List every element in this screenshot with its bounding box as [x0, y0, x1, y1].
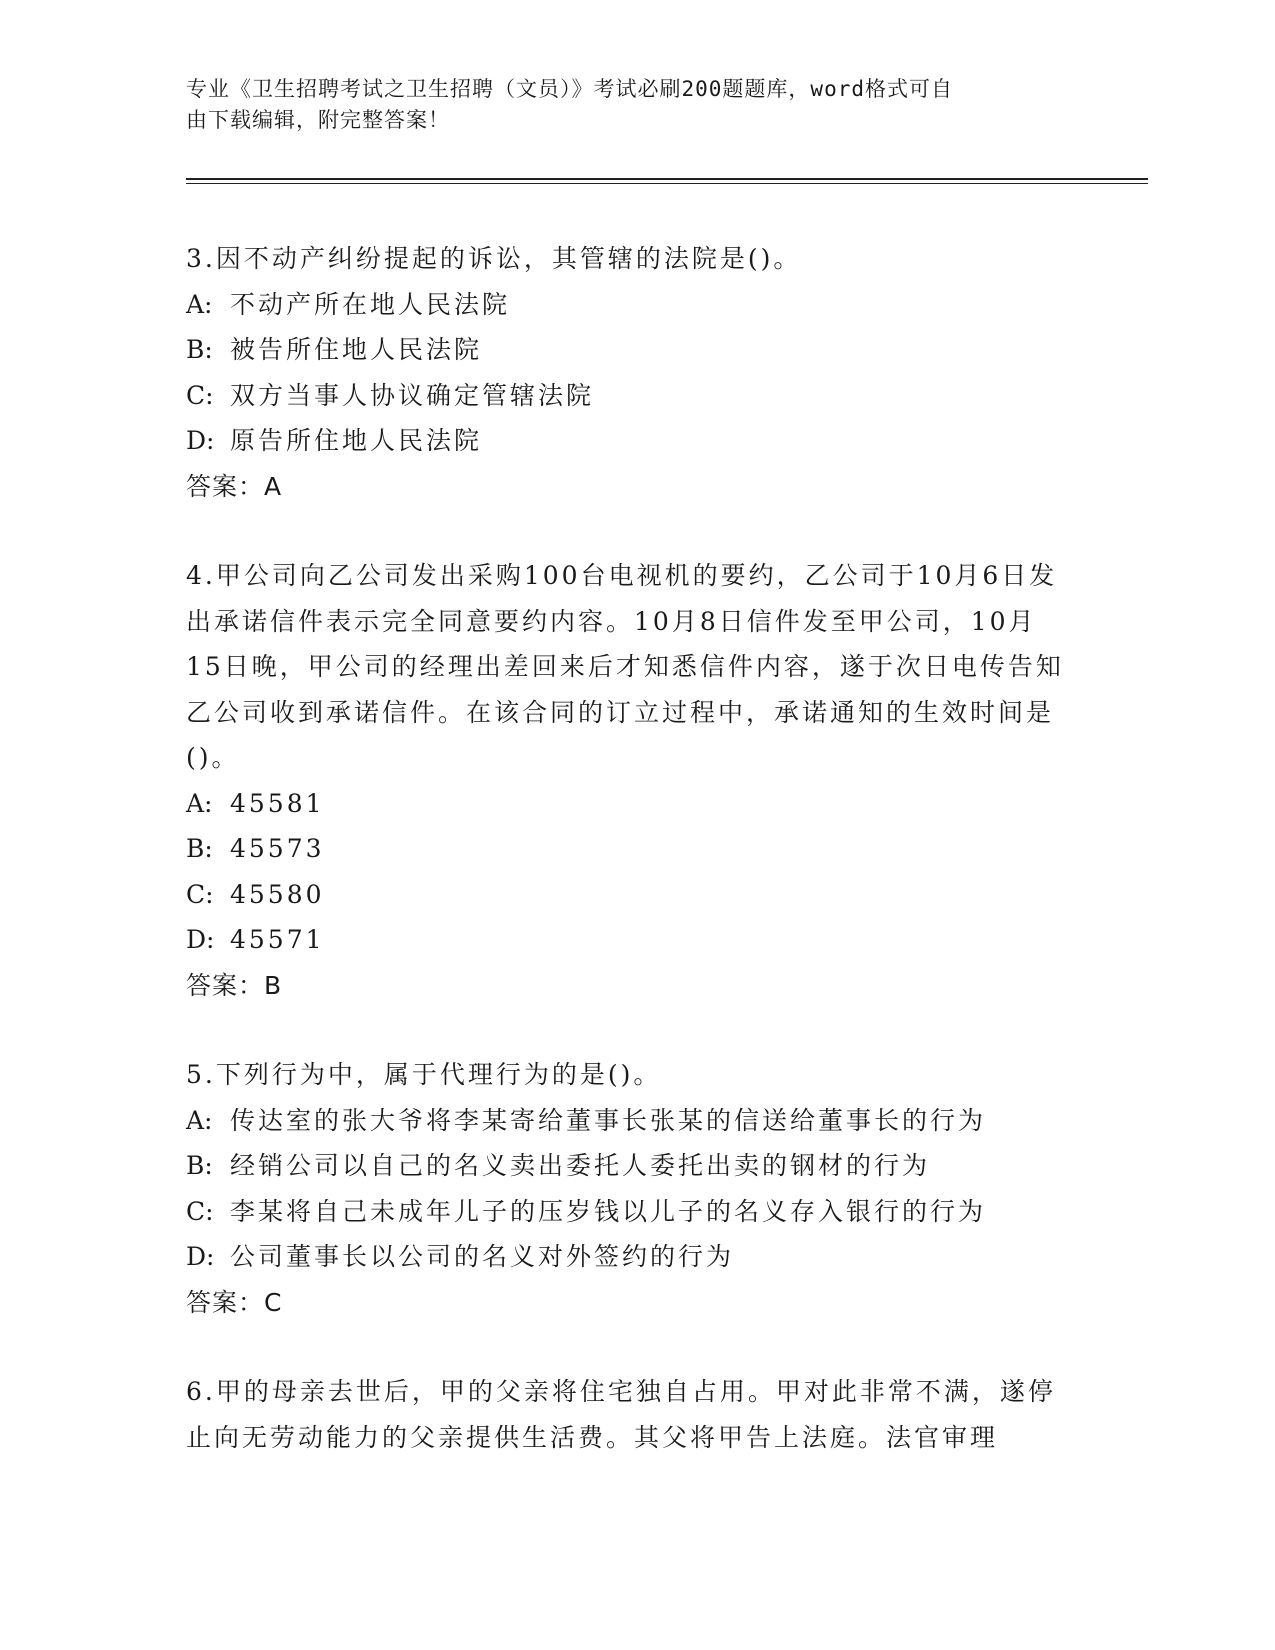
- option-c: [186, 872, 1066, 918]
- question-stem: 3.因不动产纠纷提起的诉讼，其管辖的法院是()。: [186, 244, 802, 273]
- option-letter: C:: [186, 380, 214, 410]
- option-letter: D:: [186, 925, 215, 954]
- option-text: 45571: [230, 925, 325, 954]
- question-stem: 5.下列行为中，属于代理行为的是()。: [186, 1060, 662, 1089]
- question-list: [186, 236, 1066, 1504]
- option-c: [186, 373, 1066, 419]
- option-letter: B:: [186, 335, 213, 364]
- question-stem: 6.甲的母亲去世后，甲的父亲将住宅独自占用。甲对此非常不满，遂停止向无劳动能力的父亲提供生活费。其父将甲告上法庭。法官审理: [186, 1377, 1056, 1452]
- option-letter: B:: [186, 834, 213, 863]
- option-text: 公司董事长以公司的名义对外签约的行为: [230, 1242, 735, 1271]
- option-b: [186, 826, 1066, 872]
- option-letter: D:: [186, 426, 215, 455]
- option-d: [186, 418, 1066, 464]
- option-letter: B:: [186, 1151, 213, 1180]
- option-b: [186, 327, 1066, 373]
- header-line-1: 专业《卫生招聘考试之卫生招聘（文员）》考试必刷200题题库，word格式可自: [186, 77, 953, 101]
- option-letter: C:: [186, 879, 214, 909]
- option-c: [186, 1189, 1066, 1235]
- option-text: 45580: [230, 879, 325, 909]
- header-divider-thin: [186, 183, 1148, 184]
- option-letter: A:: [186, 1105, 213, 1135]
- option-text: 李某将自己未成年儿子的压岁钱以儿子的名义存入银行的行为: [230, 1196, 987, 1226]
- option-a: [186, 781, 1066, 827]
- option-letter: D:: [186, 1242, 215, 1271]
- option-d: [186, 917, 1066, 963]
- option-d: [186, 1234, 1066, 1280]
- option-letter: C:: [186, 1196, 214, 1226]
- option-a: [186, 282, 1066, 328]
- header-line-2: 由下载编辑，附完整答案！: [186, 108, 450, 132]
- answer-line: 答案：A: [186, 471, 283, 501]
- option-text: 经销公司以自己的名义卖出委托人委托出卖的钢材的行为: [230, 1151, 931, 1180]
- answer-line: 答案：B: [186, 970, 283, 1000]
- option-text: 45573: [230, 834, 325, 863]
- option-text: 传达室的张大爷将李某寄给董事长张某的信送给董事长的行为: [230, 1105, 987, 1135]
- option-text: 不动产所在地人民法院: [230, 289, 511, 319]
- document-header: [186, 74, 1066, 136]
- header-divider-thick: [186, 178, 1148, 180]
- question-3: [186, 236, 1066, 509]
- question-stem: 4.甲公司向乙公司发出采购100台电视机的要约，乙公司于10月6日发出承诺信件表示完全同意要约内容。10月8日信件发至甲公司，10月15日晚，甲公司的经理出差回来后才知悉信件内容，遂于次日电传告知乙公司收到承诺信件。在该合同的订立过程中，承诺通知的生效时间是()。: [186, 561, 1064, 772]
- option-a: [186, 1098, 1066, 1144]
- question-5: [186, 1052, 1066, 1325]
- option-text: 45581: [230, 788, 325, 818]
- question-6: [186, 1369, 1066, 1460]
- answer-line: 答案：C: [186, 1287, 283, 1317]
- question-4: [186, 553, 1066, 1008]
- option-text: 双方当事人协议确定管辖法院: [230, 380, 595, 410]
- option-text: 原告所住地人民法院: [230, 426, 483, 455]
- option-letter: A:: [186, 788, 213, 818]
- option-letter: A:: [186, 289, 213, 319]
- option-b: [186, 1143, 1066, 1189]
- option-text: 被告所住地人民法院: [230, 335, 483, 364]
